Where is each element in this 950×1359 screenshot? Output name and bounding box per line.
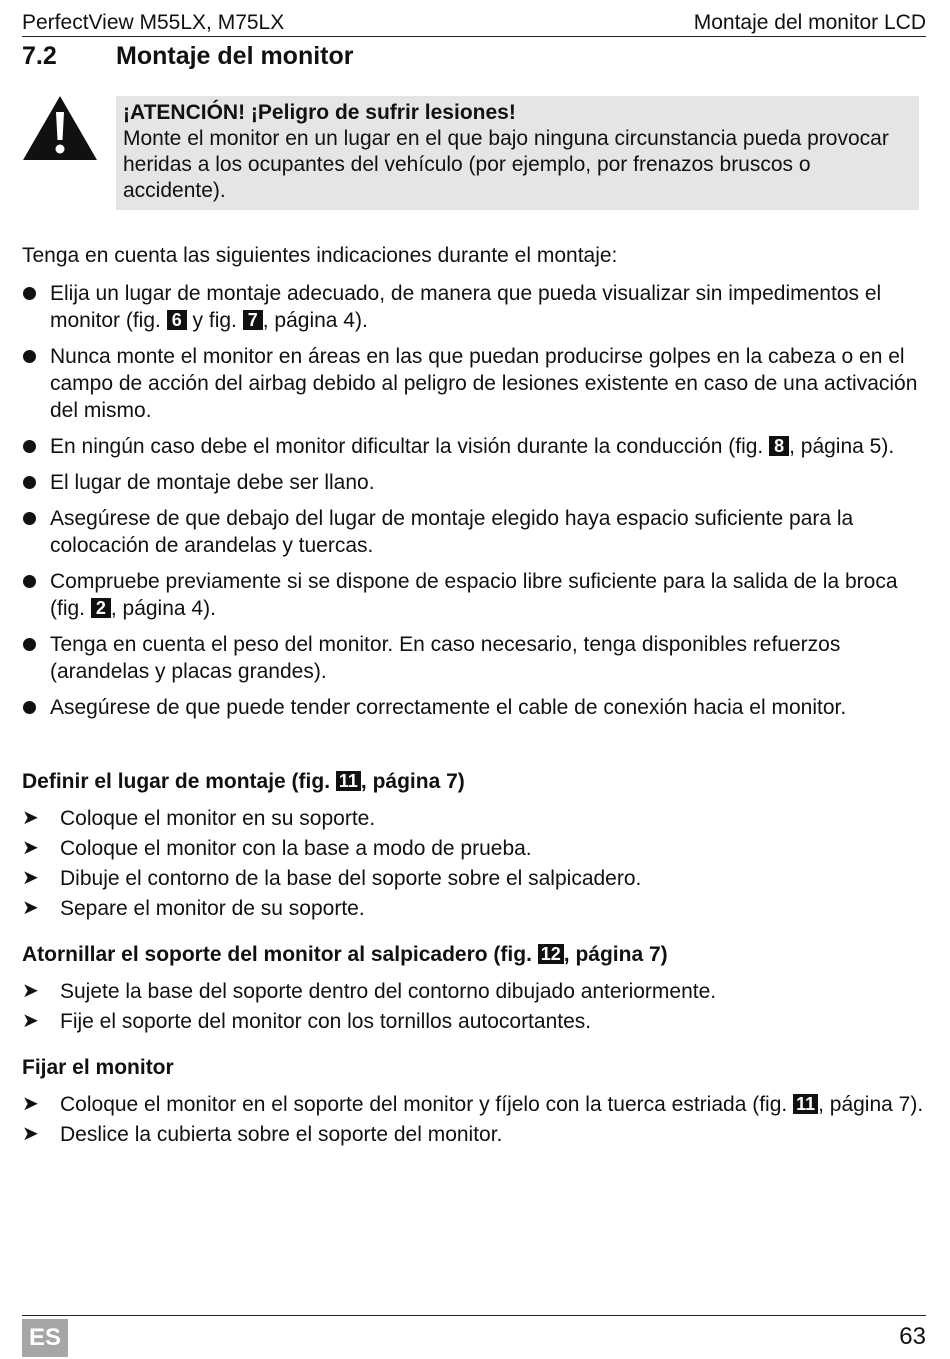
step-text: Dibuje el contorno de la base del soporte sobre el salpicadero.: [60, 867, 642, 890]
bullet-text: En ningún caso debe el monitor dificultar la visión durante la conducción (fig.: [50, 435, 770, 458]
list-item: [22, 631, 926, 685]
arrow-icon: ➤: [22, 867, 39, 889]
arrow-icon: ➤: [22, 897, 39, 919]
step-item: [22, 1121, 926, 1148]
subheading-text: Atornillar el soporte del monitor al salpicadero (fig.: [22, 943, 538, 966]
arrow-icon: ➤: [22, 807, 39, 829]
bullet-text: Compruebe previamente si se dispone de espacio libre suficiente para la salida de la broca (fig.: [50, 570, 898, 620]
list-item: [22, 433, 926, 460]
bullet-text: , página 4).: [110, 597, 216, 620]
warning-title: ¡ATENCIÓN! ¡Peligro de sufrir lesiones!: [123, 101, 516, 124]
bullet-dot: [23, 701, 36, 714]
bullet-dot: [23, 287, 36, 300]
section-title: Montaje del monitor: [116, 42, 354, 70]
step-text: , página 7).: [818, 1093, 924, 1116]
list-item: [22, 694, 926, 721]
step-text: Coloque el monitor con la base a modo de prueba.: [60, 837, 532, 860]
intro-text: Tenga en cuenta las siguientes indicaciones durante el montaje:: [22, 244, 618, 267]
figure-reference: 8: [769, 436, 789, 456]
bullet-dot: [23, 638, 36, 651]
subheading-define-location: [22, 768, 465, 795]
step-item: [22, 1008, 926, 1035]
bullet-dot: [23, 512, 36, 525]
header-product-name: PerfectView M55LX, M75LX: [22, 11, 285, 34]
arrow-icon: ➤: [22, 1093, 39, 1115]
section-heading: [22, 40, 354, 72]
section-number: 7.2: [22, 42, 57, 70]
step-text: Separe el monitor de su soporte.: [60, 897, 365, 920]
arrow-icon: ➤: [22, 1123, 39, 1145]
bullet-text: El lugar de montaje debe ser llano.: [50, 471, 375, 494]
step-text: Fije el soporte del monitor con los tornillos autocortantes.: [60, 1010, 592, 1033]
subheading-fix-monitor: Fijar el monitor: [22, 1056, 174, 1079]
bullet-dot: [23, 350, 36, 363]
arrow-icon: ➤: [22, 1010, 39, 1032]
list-item: [22, 505, 926, 559]
step-item: [22, 835, 926, 862]
figure-reference: 11: [793, 1094, 818, 1114]
step-item: [22, 1091, 926, 1118]
bullet-dot: [23, 476, 36, 489]
arrow-icon: ➤: [22, 837, 39, 859]
arrow-icon: ➤: [22, 980, 39, 1002]
bullet-dot: [23, 575, 36, 588]
bullet-list: [22, 280, 926, 730]
warning-text: Monte el monitor en un lugar en el que bajo ninguna circunstancia pueda provocar heridas a los ocupantes del vehículo (por ejemplo, por frenazos bruscos o accidente).: [123, 127, 889, 202]
figure-reference: 6: [167, 310, 187, 330]
language-badge: ES: [22, 1319, 68, 1357]
running-header: [22, 6, 926, 37]
list-item: [22, 280, 926, 334]
step-item: [22, 895, 926, 922]
steps-screw-mount: [22, 978, 926, 1038]
subheading-screw-mount: [22, 941, 668, 968]
steps-define-location: [22, 805, 926, 925]
subheading-text: , página 7): [563, 943, 668, 966]
bullet-text: , página 4).: [262, 309, 368, 332]
bullet-text: , página 5).: [789, 435, 895, 458]
bullet-dot: [23, 440, 36, 453]
list-item: [22, 469, 926, 496]
step-item: [22, 805, 926, 832]
step-text: Coloque el monitor en su soporte.: [60, 807, 376, 830]
footer-divider: [22, 1315, 926, 1316]
warning-triangle-icon: [22, 94, 98, 162]
step-text: Coloque el monitor en el soporte del monitor y fíjelo con la tuerca estriada (fig.: [60, 1093, 794, 1116]
bullet-text: Asegúrese de que puede tender correctamente el cable de conexión hacia el monitor.: [50, 696, 847, 719]
bullet-text: y fig.: [186, 309, 243, 332]
page-number: 63: [899, 1323, 926, 1350]
bullet-text: Tenga en cuenta el peso del monitor. En caso necesario, tenga disponibles refuerzos (arandelas y placas grandes).: [50, 633, 841, 683]
subheading-text: Definir el lugar de montaje (fig.: [22, 770, 336, 793]
bullet-text: Asegúrese de que debajo del lugar de montaje elegido haya espacio suficiente para la colocación de arandelas y tuercas.: [50, 507, 854, 557]
subheading-text: , página 7): [360, 770, 465, 793]
warning-box: [116, 96, 919, 210]
list-item: [22, 568, 926, 622]
step-item: [22, 865, 926, 892]
figure-reference: 12: [538, 944, 564, 964]
step-text: Deslice la cubierta sobre el soporte del monitor.: [60, 1123, 503, 1146]
step-text: Sujete la base del soporte dentro del contorno dibujado anteriormente.: [60, 980, 717, 1003]
figure-reference: 7: [243, 310, 263, 330]
figure-reference: 2: [91, 598, 111, 618]
steps-fix-monitor: [22, 1091, 926, 1151]
bullet-text: Elija un lugar de montaje adecuado, de manera que pueda visualizar sin impedimentos el monitor (fig.: [50, 282, 882, 332]
header-chapter-title: Montaje del monitor LCD: [693, 11, 926, 34]
bullet-text: Nunca monte el monitor en áreas en las que puedan producirse golpes en la cabeza o en el campo de acción del airbag debido al peligro de lesiones existente en caso de una activación del mismo.: [50, 345, 918, 422]
figure-reference: 11: [336, 771, 361, 791]
list-item: [22, 343, 926, 424]
step-item: [22, 978, 926, 1005]
